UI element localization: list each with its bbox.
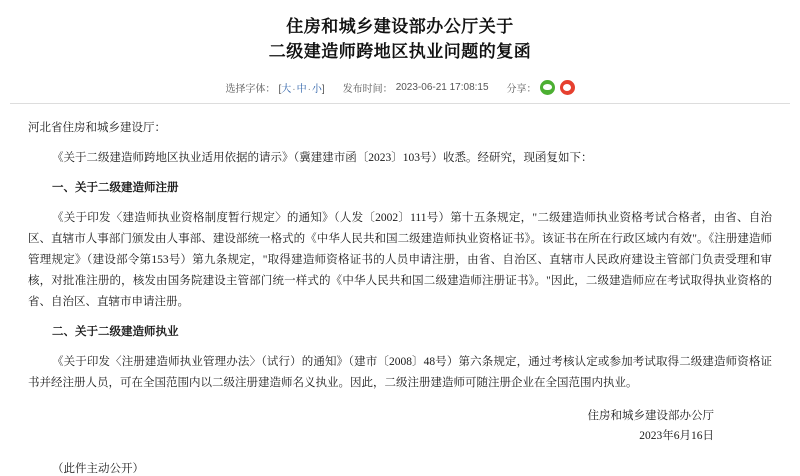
share-label: 分享： xyxy=(506,84,537,95)
paragraph-intro: 《关于二级建造师跨地区执业适用依据的请示》（冀建建市函〔2023〕103号）收悉。经研究，现函复如下： xyxy=(52,152,593,164)
font-size-dot-1: · xyxy=(292,84,296,95)
document-title-block xyxy=(0,0,800,74)
share-icon-list xyxy=(540,80,575,95)
font-size-selector xyxy=(225,80,324,95)
share-group xyxy=(507,80,575,95)
addressee-line: 河北省住房和城乡建设厅： xyxy=(28,122,166,134)
paragraph-section-1-body: 《关于印发〈建造师执业资格制度暂行规定〉的通知》（人发〔2002〕111号）第十五条规定，"二级建造师执业资格考试合格者，由省、自治区、直辖市人事部门颁发由人事部、建设部统一格式的《中华人民共和国二级建造师执业资格证书》。该证书在所在行政区域内有效"。《注册建造师管理规定》（建设部令第153号）第九条规定，"取得建造师资格证书的人员申请注册，由省、自治区、直辖市人民政府建设主管部门负责受理和审核，对批准注册的，核发由国务院建设主管部门统一样式的《中华人民共和国二级建造师注册证书》。"因此，二级建造师应在考试取得执业资格的省、自治区、直辖市申请注册。 xyxy=(28,212,772,308)
page-title-line-1: 住房和城乡建设部办公厅关于 xyxy=(286,17,514,36)
weibo-icon[interactable] xyxy=(560,80,575,95)
document-body xyxy=(0,104,800,476)
section-heading-2: 二、关于二级建造师执业 xyxy=(52,326,179,338)
section-heading-1: 一、关于二级建造师注册 xyxy=(52,182,179,194)
font-size-dot-2: · xyxy=(307,84,311,95)
signature-date: 2023年6月16日 xyxy=(639,430,714,442)
signature-organization: 住房和城乡建设部办公厅 xyxy=(587,410,714,422)
font-size-options xyxy=(278,80,324,95)
publish-time-label: 发布时间： xyxy=(342,84,393,95)
font-size-medium-link[interactable]: 中 xyxy=(296,84,307,95)
footer-note: （此件主动公开） xyxy=(52,463,144,475)
font-size-small-link[interactable]: 小 xyxy=(311,84,322,95)
document-meta-bar xyxy=(0,74,800,103)
wechat-icon[interactable] xyxy=(540,80,555,95)
publish-time-group xyxy=(343,80,489,95)
font-size-label: 选择字体： xyxy=(225,84,276,95)
font-size-large-link[interactable]: 大 xyxy=(281,84,292,95)
signature-block xyxy=(28,406,772,446)
paragraph-section-2-body: 《关于印发〈注册建造师执业管理办法〉（试行）的通知》（建市〔2008〕48号）第六条规定，通过考核认定或参加考试取得二级建造师资格证书并经注册人员，可在全国范围内以二级注册建造师名义执业。因此，二级注册建造师可随注册企业在全国范围内执业。 xyxy=(28,356,772,389)
bracket-close: ] xyxy=(321,84,325,95)
page-title-line-2: 二级建造师跨地区执业问题的复函 xyxy=(268,42,532,61)
publish-time-value: 2023-06-21 17:08:15 xyxy=(395,82,489,93)
bracket-open: [ xyxy=(278,84,282,95)
